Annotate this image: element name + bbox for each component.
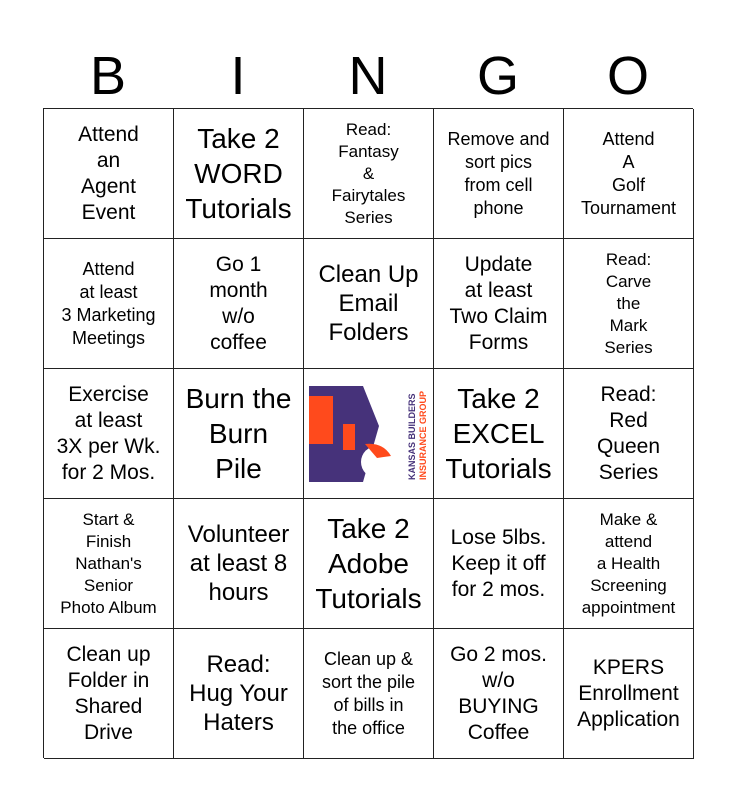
bingo-cell[interactable]: Take 2 WORD Tutorials: [174, 109, 304, 239]
bingo-cell[interactable]: Take 2 EXCEL Tutorials: [434, 369, 564, 499]
bingo-cell[interactable]: Attend an Agent Event: [44, 109, 174, 239]
bingo-cell[interactable]: Update at least Two Claim Forms: [434, 239, 564, 369]
bingo-cell[interactable]: Lose 5lbs. Keep it off for 2 mos.: [434, 499, 564, 629]
free-space-logo-cell[interactable]: [304, 369, 434, 499]
bingo-cell[interactable]: Clean up Folder in Shared Drive: [44, 629, 174, 759]
bingo-cell[interactable]: Clean up & sort the pile of bills in the office: [304, 629, 434, 759]
bingo-cell[interactable]: Read: Fantasy & Fairytales Series: [304, 109, 434, 239]
bingo-cell[interactable]: Remove and sort pics from cell phone: [434, 109, 564, 239]
bingo-cell[interactable]: Read: Red Queen Series: [564, 369, 694, 499]
logo-text-line2: INSURANCE GROUP: [417, 390, 428, 480]
logo-orange-block: [309, 396, 333, 444]
logo-i-shape: [343, 424, 355, 450]
header-letter-g: G: [476, 46, 519, 106]
bingo-cell[interactable]: Burn the Burn Pile: [174, 369, 304, 499]
bingo-cell[interactable]: Go 1 month w/o coffee: [174, 239, 304, 369]
bingo-cell[interactable]: Read: Carve the Mark Series: [564, 239, 694, 369]
header-letter-n: N: [348, 46, 388, 106]
company-logo: [305, 384, 433, 484]
bingo-cell[interactable]: Clean Up Email Folders: [304, 239, 434, 369]
bingo-cell[interactable]: Go 2 mos. w/o BUYING Coffee: [434, 629, 564, 759]
bingo-cell[interactable]: Exercise at least 3X per Wk. for 2 Mos.: [44, 369, 174, 499]
bingo-cell[interactable]: Read: Hug Your Haters: [174, 629, 304, 759]
bingo-cell[interactable]: Start & Finish Nathan's Senior Photo Album: [44, 499, 174, 629]
bingo-cell[interactable]: Attend A Golf Tournament: [564, 109, 694, 239]
header-letter-o: O: [606, 46, 649, 106]
logo-text-line1: KANSAS BUILDERS: [406, 392, 417, 480]
bingo-header: [43, 44, 693, 108]
bingo-cell[interactable]: Make & attend a Health Screening appointment: [564, 499, 694, 629]
logo-g-letter: G: [384, 447, 411, 484]
bingo-grid: [43, 108, 693, 758]
bingo-cell[interactable]: Take 2 Adobe Tutorials: [304, 499, 434, 629]
header-letter-b: B: [89, 46, 127, 106]
bingo-cell[interactable]: Volunteer at least 8 hours: [174, 499, 304, 629]
bingo-cell[interactable]: Attend at least 3 Marketing Meetings: [44, 239, 174, 369]
bingo-cell[interactable]: KPERS Enrollment Application: [564, 629, 694, 759]
header-letter-i: I: [230, 46, 246, 106]
